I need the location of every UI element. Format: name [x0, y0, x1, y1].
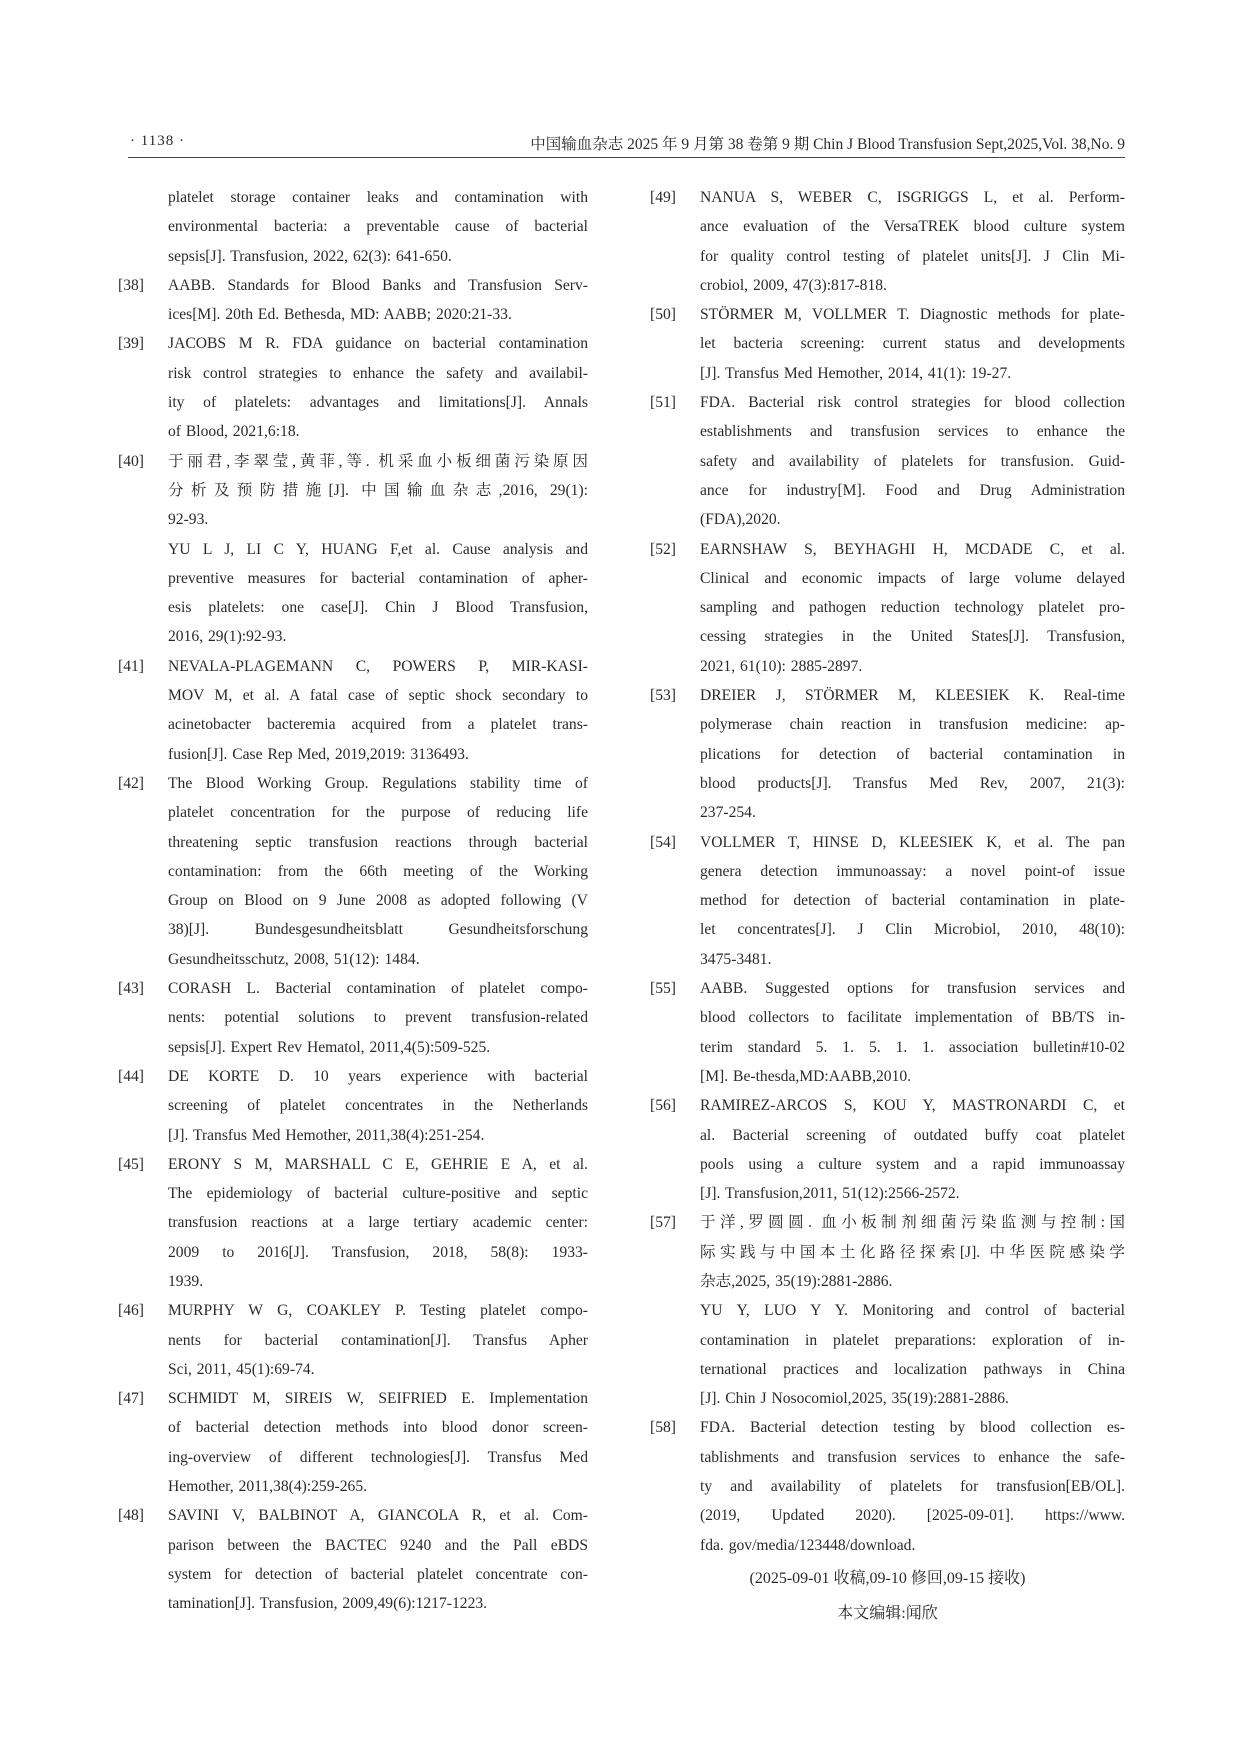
reference-line: ices[M]. 20th Ed. Bethesda, MD: AABB; 2020:21-33.: [168, 306, 512, 324]
reference-line: JACOBS M R. FDA guidance on bacterial contamination: [168, 335, 588, 353]
reference-line: parison between the BACTEC 9240 and the Pall eBDS: [168, 1536, 588, 1554]
reference-number: [47]: [118, 1390, 144, 1408]
reference-text: [168, 447, 588, 652]
reference-number: [55]: [650, 980, 676, 998]
reference-line: [J]. Transfus Med Hemother, 2014, 41(1): 19-27.: [700, 364, 1012, 382]
reference-line: [J]. Transfus Med Hemother, 2011,38(4):251-254.: [168, 1126, 485, 1144]
reference-line: crobiol, 2009, 47(3):817-818.: [700, 276, 887, 294]
reference-line: establishments and transfusion services to enhance the: [700, 423, 1125, 441]
reference-line: sepsis[J]. Transfusion, 2022, 62(3): 641-650.: [168, 247, 452, 265]
reference-number: [56]: [650, 1097, 676, 1115]
reference-line: NANUA S, WEBER C, ISGRIGGS L, et al. Perform-: [700, 189, 1125, 206]
reference-line: The epidemiology of bacterial culture-positive and septic: [168, 1185, 588, 1203]
reference-line: system for detection of bacterial platelet concentrate con-: [168, 1565, 588, 1583]
reference-number: [38]: [118, 276, 144, 294]
reference-line: 分析及预防措施[J]. 中国输血杂志,2016, 29(1):: [168, 481, 588, 499]
reference-text: [168, 329, 588, 446]
reference-line: ERONY S M, MARSHALL C E, GEHRIE E A, et al.: [168, 1155, 588, 1173]
reference-line: method for detection of bacterial contamination in plate-: [700, 892, 1125, 910]
reference-number: [40]: [118, 452, 144, 470]
reference-line: Clinical and economic impacts of large volume delayed: [700, 569, 1125, 587]
right-column-references: [650, 183, 1125, 1632]
reference-entry: [650, 1208, 1125, 1413]
reference-entry: [118, 974, 588, 1062]
reference-line: STÖRMER M, VOLLMER T. Diagnostic methods for plate-: [700, 306, 1125, 324]
reference-line: NEVALA-PLAGEMANN C, POWERS P, MIR-KASI-: [168, 657, 588, 675]
reference-text: [700, 1208, 1125, 1413]
reference-number: [53]: [650, 687, 676, 705]
reference-entry: [118, 447, 588, 652]
right-reference-list: [650, 183, 1125, 1560]
reference-entry: [118, 329, 588, 446]
reference-entry: [118, 1384, 588, 1501]
reference-line: VOLLMER T, HINSE D, KLEESIEK K, et al. The pan: [700, 833, 1125, 851]
reference-line: Group on Blood on 9 June 2008 as adopted following (V: [168, 892, 588, 910]
reference-line: tamination[J]. Transfusion, 2009,49(6):1217-1223.: [168, 1595, 488, 1613]
reference-line: CORASH L. Bacterial contamination of platelet compo-: [168, 980, 588, 998]
reference-line: ance for industry[M]. Food and Drug Administration: [700, 481, 1125, 499]
reference-text: [168, 1296, 588, 1384]
reference-line: platelet storage container leaks and contamination with: [168, 189, 588, 206]
reference-line: contamination in platelet preparations: exploration of in-: [700, 1331, 1125, 1349]
reference-line: [J]. Transfusion,2011, 51(12):2566-2572.: [700, 1185, 960, 1203]
header-rule: [128, 157, 1125, 158]
reference-text: [700, 828, 1125, 974]
reference-line: risk control strategies to enhance the safety and availabil-: [168, 364, 588, 382]
reference-number: [58]: [650, 1419, 676, 1437]
reference-entry: [118, 1062, 588, 1150]
reference-number: [43]: [118, 980, 144, 998]
reference-line: 1939.: [168, 1272, 204, 1290]
reference-entry: [650, 300, 1125, 388]
reference-entry: [650, 1091, 1125, 1208]
reference-line: plications for detection of bacterial contamination in: [700, 745, 1125, 763]
reference-line: let bacteria screening: current status and developments: [700, 335, 1125, 353]
reference-line: The Blood Working Group. Regulations stability time of: [168, 774, 588, 792]
reference-line: ity of platelets: advantages and limitations[J]. Annals: [168, 394, 588, 412]
reference-entry: [650, 974, 1125, 1091]
reference-line: screening of platelet concentrates in the Netherlands: [168, 1097, 588, 1115]
reference-line: fda. gov/media/123448/download.: [700, 1536, 916, 1554]
reference-line: 38)[J]. Bundesgesundheitsblatt Gesundheitsforschung: [168, 921, 588, 939]
reference-line: pools using a culture system and a rapid immunoassay: [700, 1155, 1125, 1173]
reference-text: [168, 769, 588, 974]
reference-entry: [650, 1413, 1125, 1559]
reference-entry: [650, 681, 1125, 827]
reference-line: MURPHY W G, COAKLEY P. Testing platelet compo-: [168, 1302, 588, 1320]
page-number: · 1138 ·: [130, 133, 185, 149]
reference-line: (FDA),2020.: [700, 511, 781, 529]
reference-line: [M]. Be-thesda,MD:AABB,2010.: [700, 1067, 912, 1085]
editor-credit: 本文编辑:闻欣: [837, 1604, 938, 1622]
reference-line: polymerase chain reaction in transfusion medicine: ap-: [700, 716, 1125, 734]
reference-line: Gesundheitsschutz, 2008, 51(12): 1484.: [168, 950, 420, 968]
reference-text: [168, 1501, 588, 1618]
reference-number: [46]: [118, 1302, 144, 1320]
reference-line: (2019, Updated 2020). [2025-09-01]. https://www.: [700, 1507, 1125, 1525]
reference-line: platelet concentration for the purpose of reducing life: [168, 804, 588, 822]
reference-text: [700, 1091, 1125, 1208]
reference-line: for quality control testing of platelet units[J]. J Clin Mi-: [700, 247, 1125, 265]
reference-line: DE KORTE D. 10 years experience with bacterial: [168, 1067, 588, 1085]
reference-text: [700, 1413, 1125, 1559]
reference-number: [57]: [650, 1214, 676, 1232]
reference-entry: [118, 1501, 588, 1618]
reference-entry: [650, 828, 1125, 974]
reference-line: threatening septic transfusion reactions through bacterial: [168, 833, 588, 851]
reference-line: nents for bacterial contamination[J]. Transfus Apher: [168, 1331, 588, 1349]
reference-entry: [118, 652, 588, 769]
reference-line: ance evaluation of the VersaTREK blood culture system: [700, 218, 1125, 236]
left-column-references: [118, 183, 588, 1619]
reference-number: [52]: [650, 540, 676, 558]
reference-line: terim standard 5. 1. 5. 1. 1. association bulletin#10-02: [700, 1038, 1125, 1056]
reference-line: nents: potential solutions to prevent transfusion-related: [168, 1009, 588, 1027]
journal-running-head: 中国输血杂志 2025 年 9 月第 38 卷第 9 期 Chin J Blood Transfusion Sept,2025,Vol. 38,No. 9: [530, 136, 1125, 153]
reference-line: tablishments and transfusion services to enhance the safe-: [700, 1448, 1125, 1466]
reference-line: al. Bacterial screening of outdated buffy coat platelet: [700, 1126, 1125, 1144]
reference-entry: [650, 183, 1125, 300]
reference-line: of Blood, 2021,6:18.: [168, 423, 300, 441]
reference-line: 2016, 29(1):92-93.: [168, 628, 287, 646]
reference-line: 2009 to 2016[J]. Transfusion, 2018, 58(8): 1933-: [168, 1243, 588, 1261]
reference-text: [168, 271, 588, 330]
reference-line: cessing strategies in the United States[J]. Transfusion,: [700, 628, 1125, 646]
reference-line: blood products[J]. Transfus Med Rev, 2007, 21(3):: [700, 774, 1125, 792]
reference-line: 于洋,罗圆圆. 血小板制剂细菌污染监测与控制:国: [700, 1214, 1125, 1232]
reference-text: [168, 1150, 588, 1296]
reference-line: 92-93.: [168, 511, 209, 529]
reference-line: preventive measures for bacterial contamination of apher-: [168, 569, 588, 587]
reference-text: [168, 974, 588, 1062]
reference-line: DREIER J, STÖRMER M, KLEESIEK K. Real-time: [700, 687, 1125, 705]
reference-line: AABB. Standards for Blood Banks and Transfusion Serv-: [168, 276, 588, 294]
reference-number: [39]: [118, 335, 144, 353]
reference-line: transfusion reactions at a large tertiary academic center:: [168, 1214, 588, 1232]
reference-entry: [650, 388, 1125, 534]
reference-line: 于丽君,李翠莹,黄菲,等. 机采血小板细菌污染原因: [168, 452, 588, 470]
reference-line: genera detection immunoassay: a novel point-of issue: [700, 862, 1125, 880]
reference-line: ty and availability of platelets for transfusion[EB/OL].: [700, 1478, 1125, 1496]
reference-number: [42]: [118, 774, 144, 792]
reference-text: [700, 183, 1125, 300]
reference-line: 际实践与中国本土化路径探索[J]. 中华医院感染学: [700, 1243, 1125, 1261]
reference-line: SCHMIDT M, SIREIS W, SEIFRIED E. Implementation: [168, 1390, 588, 1408]
reference-line: of bacterial detection methods into blood donor screen-: [168, 1419, 588, 1437]
reference-text: [700, 681, 1125, 827]
reference-line: acinetobacter bacteremia acquired from a platelet trans-: [168, 716, 588, 734]
reference-line: Hemother, 2011,38(4):259-265.: [168, 1478, 368, 1496]
reference-continuation: [118, 183, 588, 271]
reference-line: esis platelets: one case[J]. Chin J Blood Transfusion,: [168, 599, 588, 617]
reference-text: [168, 1384, 588, 1501]
reference-line: YU Y, LUO Y Y. Monitoring and control of bacterial: [700, 1302, 1125, 1320]
reference-text: [168, 1062, 588, 1150]
reference-line: ing-overview of different technologies[J]. Transfus Med: [168, 1448, 588, 1466]
reference-entry: [118, 1150, 588, 1296]
reference-line: Sci, 2011, 45(1):69-74.: [168, 1360, 315, 1378]
reference-text: [700, 535, 1125, 681]
reference-number: [45]: [118, 1155, 144, 1173]
reference-line: sepsis[J]. Expert Rev Hematol, 2011,4(5):509-525.: [168, 1038, 491, 1056]
reference-text: [700, 974, 1125, 1091]
reference-line: ternational practices and localization pathways in China: [700, 1360, 1125, 1378]
reference-entry: [650, 535, 1125, 681]
reference-line: environmental bacteria: a preventable cause of bacterial: [168, 218, 588, 236]
page-header: [0, 0, 1241, 170]
reference-number: [48]: [118, 1507, 144, 1525]
reference-line: [J]. Chin J Nosocomiol,2025, 35(19):2881-2886.: [700, 1390, 1009, 1408]
reference-line: FDA. Bacterial risk control strategies for blood collection: [700, 394, 1125, 412]
reference-line: YU L J, LI C Y, HUANG F,et al. Cause analysis and: [168, 540, 588, 558]
reference-line: safety and availability of platelets for transfusion. Guid-: [700, 452, 1125, 470]
reference-line: FDA. Bacterial detection testing by blood collection es-: [700, 1419, 1125, 1437]
reference-line: SAVINI V, BALBINOT A, GIANCOLA R, et al. Com-: [168, 1507, 588, 1525]
reference-text: [168, 183, 588, 271]
reference-number: [44]: [118, 1067, 144, 1085]
reference-line: let concentrates[J]. J Clin Microbiol, 2010, 48(10):: [700, 921, 1125, 939]
reference-entry: [118, 769, 588, 974]
reference-line: sampling and pathogen reduction technology platelet pro-: [700, 599, 1125, 617]
reference-entry: [118, 271, 588, 330]
reference-line: blood collectors to facilitate implementation of BB/TS in-: [700, 1009, 1125, 1027]
reference-number: [54]: [650, 833, 676, 851]
reference-text: [700, 388, 1125, 534]
reference-line: MOV M, et al. A fatal case of septic shock secondary to: [168, 687, 588, 705]
reference-number: [51]: [650, 394, 676, 412]
reference-line: RAMIREZ-ARCOS S, KOU Y, MASTRONARDI C, et: [700, 1097, 1125, 1115]
reference-line: 237-254.: [700, 804, 756, 822]
reference-line: AABB. Suggested options for transfusion services and: [700, 980, 1125, 998]
reference-number: [49]: [650, 189, 676, 206]
reference-number: [50]: [650, 306, 676, 324]
reference-number: [41]: [118, 657, 144, 675]
reference-line: 2021, 61(10): 2885-2897.: [700, 657, 863, 675]
reference-text: [168, 652, 588, 769]
reference-line: 杂志,2025, 35(19):2881-2886.: [700, 1272, 893, 1290]
reference-line: fusion[J]. Case Rep Med, 2019,2019: 3136493.: [168, 745, 469, 763]
reference-line: contamination: from the 66th meeting of the Working: [168, 862, 588, 880]
reference-line: 3475-3481.: [700, 950, 772, 968]
reference-entry: [118, 1296, 588, 1384]
reference-text: [700, 300, 1125, 388]
receipt-dates: (2025-09-01 收稿,09-10 修回,09-15 接收): [749, 1569, 1026, 1587]
reference-line: EARNSHAW S, BEYHAGHI H, MCDADE C, et al.: [700, 540, 1125, 558]
